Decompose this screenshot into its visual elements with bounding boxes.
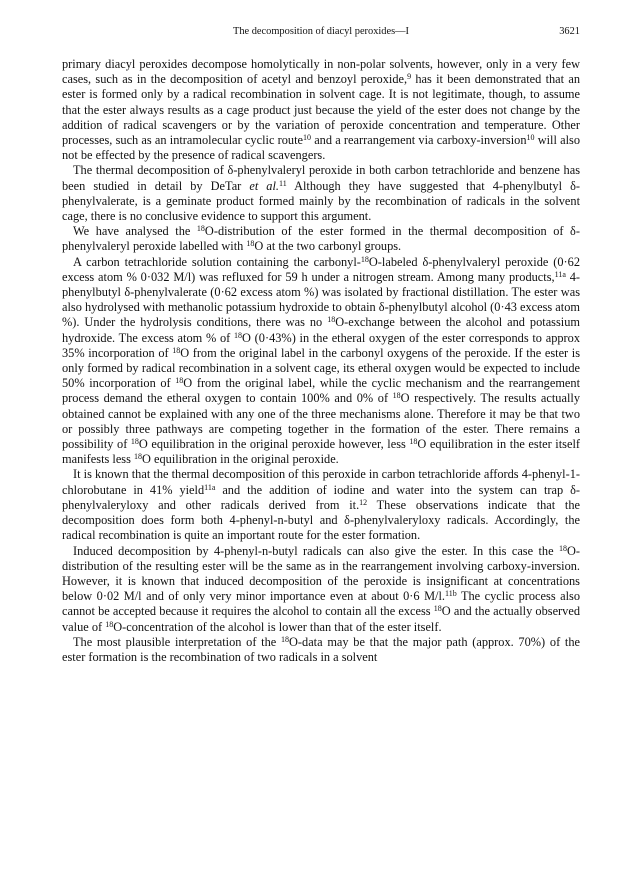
page-number: 3621	[559, 26, 580, 37]
text-run: It is known that the thermal decomposition of this peroxide in carbon tetrachloride affords 4-phenyl-1-chlorobutane in 41% yield	[62, 467, 580, 497]
superscript: 18	[281, 634, 289, 644]
superscript: 18	[433, 604, 442, 614]
superscript: 11b	[445, 589, 457, 599]
text-run: O-distribution of the ester formed in the thermal decomposition of δ-phenylvaleryl peroxide labelled with	[62, 224, 580, 254]
text-run: O-concentration of the alcohol is lower than that of the ester itself.	[113, 619, 442, 634]
text-run: O respectively. The results actually obtained cannot be explained with any one of the three mechanisms alone. Therefore it may be that two or possibly three pathways are competing together in the formation of the ester. There remains a possibility of	[62, 391, 580, 452]
superscript: 11a	[554, 269, 566, 279]
superscript: 9	[407, 72, 412, 82]
superscript: 18	[130, 437, 139, 447]
text-run: 4-phenylbutyl δ-phenylvalerate (0·62 excess atom %) was isolated by fractional distillation. The ester was also hydrolysed with methanolic potassium hydroxide to obtain δ-phenylbutyl alcohol (0·43 excess atom %). Under the hydrolysis conditions, there was no	[62, 269, 580, 330]
text-run: O from the original label in the carbonyl oxygens of the peroxide. If the ester is only formed by radical recombination in a solvent cage, its etheral oxygen would be expected to include 50% incorporation of	[62, 345, 580, 391]
text-run: O (0·43%) in the etheral oxygen of the ester corresponds to approx 35% incorporation of	[62, 330, 580, 360]
paragraph-6	[62, 544, 580, 635]
text-run: has it been demonstrated that an ester is formed only by a radical recombination in solvent cage. It is not legitimate, though, to assume that the ester always results as a cage product just because the yield of the ester does not change by the addition of radical scavengers or by the variation of peroxide concentration and temperature. Other processes, such as an intramolecular cyclic route	[62, 72, 580, 148]
text-run: primary diacyl peroxides decompose homolytically in non-polar solvents, however, only in a very few cases, such as in the decomposition of acetyl and benzoyl peroxide,	[62, 57, 580, 87]
paragraph-1	[62, 57, 580, 163]
text-run: O at the two carbonyl groups.	[254, 239, 402, 254]
text-run: These observations indicate that the decomposition does form both 4-phenyl-n-butyl and δ-phenylvaleryloxy radicals. Accordingly, the radical recombination is quite an important route for the ester formation.	[62, 497, 580, 543]
text-run: O equilibration in the original peroxide.	[142, 452, 339, 467]
superscript: 18	[409, 437, 418, 447]
text-run: O-distribution of the resulting ester will be the same as in the rearrangement involving carboxy-inversion. However, it is known that induced decomposition of the peroxide is insignificant at concentrations below 0·02 M/l and of only very minor importance even at about 0·6 M/l.	[62, 543, 580, 604]
superscript: 18	[558, 543, 567, 553]
article-body	[62, 57, 580, 665]
superscript: 18	[196, 224, 205, 234]
text-run: We have analysed the	[73, 224, 197, 239]
paragraph-7	[62, 635, 580, 665]
superscript: 18	[246, 239, 255, 249]
text-run: and the addition of iodine and water into the system can trap δ-phenylvaleryloxy and other radicals derived from it.	[62, 482, 581, 512]
superscript: 18	[392, 391, 401, 401]
page-header	[62, 26, 580, 42]
text-run: The most plausible interpretation of the	[73, 634, 281, 649]
text-run: A carbon tetrachloride solution containing the carbonyl-	[73, 254, 361, 269]
text-run: O-exchange between the alcohol and potassium hydroxide. The excess atom % of	[62, 315, 580, 345]
text-run: O and the actually observed value of	[62, 604, 580, 634]
text-run: O equilibration in the original peroxide however, less	[138, 437, 410, 452]
text-run: The thermal decomposition of δ-phenylvaleryl peroxide in both carbon tetrachloride and benzene has been studied in detail by DeTar	[62, 163, 580, 193]
superscript: 18	[234, 330, 243, 340]
superscript: 11	[279, 178, 287, 188]
text-run: O from the original label, while the cyclic mechanism and the rearrangement process demand the etheral oxygen to contain 100% and 0% of	[62, 376, 581, 406]
italic-text: et al.	[249, 178, 279, 193]
text-run: O-labeled δ-phenylvaleryl peroxide (0·62 excess atom % 0·032 M/l) was refluxed for 59 h under a nitrogen stream. Among many products,	[62, 254, 580, 284]
text-run: The cyclic process also cannot be accepted because it requires the alcohol to contain all the excess	[62, 589, 580, 619]
superscript: 18	[105, 619, 114, 629]
running-title: The decomposition of diacyl peroxides—I	[232, 26, 410, 37]
text-run: O-data may be that the major path (approx. 70%) of the ester formation is the recombination of two radicals in a solvent	[62, 634, 580, 664]
text-run: will also not be effected by the presence of radical scavengers.	[62, 133, 581, 163]
superscript: 18	[175, 376, 184, 386]
superscript: 10	[303, 133, 311, 143]
paragraph-3	[62, 224, 580, 254]
superscript: 11a	[204, 482, 216, 492]
paragraph-5	[62, 467, 580, 543]
superscript: 12	[359, 497, 368, 507]
text-run: Although they have suggested that 4-phenylbutyl δ-phenylvalerate, is a geminate product formed mainly by the recombination of radicals in the solvent cage, there is no conclusive evidence to support this argument.	[62, 178, 580, 224]
text-run: Induced decomposition by 4-phenyl-n-butyl radicals can also give the ester. In this case the	[73, 543, 559, 558]
text-run: O equilibration in the ester itself manifests less	[62, 437, 580, 467]
paragraph-4	[62, 255, 580, 468]
superscript: 10	[526, 133, 535, 143]
superscript: 18	[327, 315, 336, 325]
paragraph-2	[62, 163, 580, 224]
text-run: and a rearrangement via carboxy-inversion	[311, 133, 527, 148]
superscript: 18	[134, 452, 142, 462]
superscript: 18	[172, 345, 181, 355]
superscript: 18	[360, 254, 369, 264]
